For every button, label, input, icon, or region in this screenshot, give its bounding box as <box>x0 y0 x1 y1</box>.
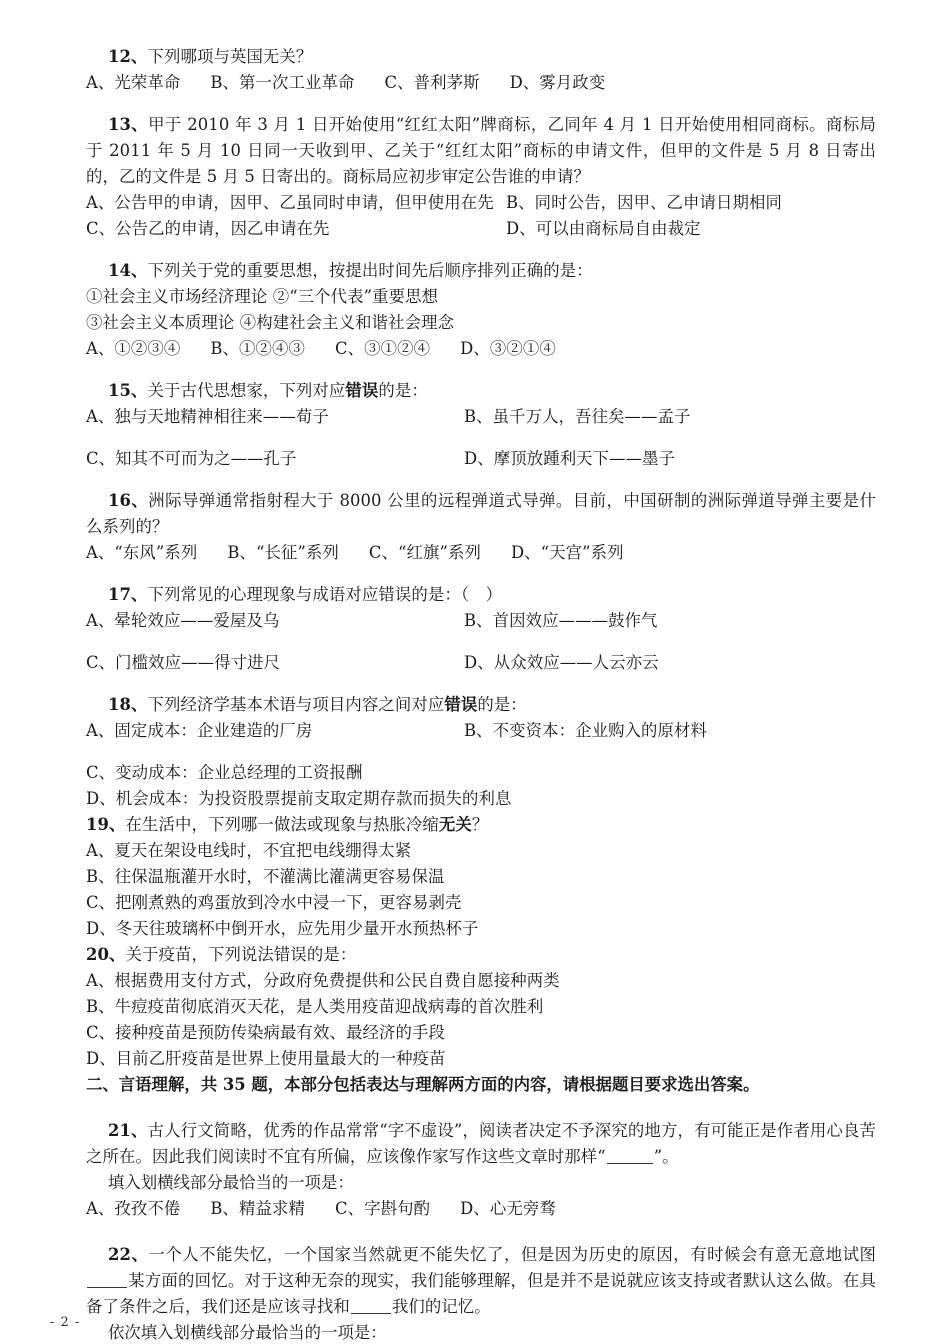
question-13-option-b: B、同时公告，因甲、乙申请日期相同 <box>506 193 782 212</box>
fill-in-blank <box>351 1298 391 1314</box>
question-20-text: 关于疫苗，下列说法错误的是： <box>125 945 357 964</box>
question-16-option-c: C、“红旗”系列 <box>368 543 481 562</box>
question-21-stem <box>86 1118 876 1170</box>
question-22-text-part-1: 一个人不能失忆，一个国家当然就更不能失忆了，但是因为历史的原因，有时候会有意无意地试图 <box>148 1245 876 1264</box>
question-19-number: 19、 <box>86 815 126 834</box>
question-12-options <box>86 70 876 96</box>
question-19-option-a: A、夏天在架设电线时，不宜把电线绷得太紧 <box>86 841 412 860</box>
question-14-option-a: A、①②③④ <box>86 339 181 358</box>
question-13-number: 13、 <box>108 115 149 134</box>
question-18-stem <box>86 692 876 718</box>
question-19-option-d: D、冬天往玻璃杯中倒开水，应先用少量开水预热杯子 <box>86 919 479 938</box>
question-15-emphasis: 错误 <box>345 381 379 400</box>
question-13-option-d: D、可以由商标局自由裁定 <box>506 219 701 238</box>
question-20-number: 20、 <box>86 945 126 964</box>
question-21-options <box>86 1196 876 1222</box>
spacer <box>86 430 876 446</box>
question-13-options-row-1 <box>86 190 876 216</box>
question-21-text-part-1: 古人行文简略，优秀的作品常常“字不虚设”，阅读者决定不予深究的地方，有可能正是作者用心良苦之所在。因此我们阅读时不宜有所偏，应该像作家写作这些文章时那样“ <box>86 1121 876 1166</box>
question-16-option-a: A、“东风”系列 <box>86 543 198 562</box>
question-18-option-d: D、机会成本：为投资股票提前支取定期存款而损失的利息 <box>86 789 512 808</box>
question-14-option-d: D、③②①④ <box>460 339 556 358</box>
question-12-option-c: C、普利茅斯 <box>384 73 480 92</box>
question-21-option-b: B、精益求精 <box>210 1199 305 1218</box>
question-18-text-after: 的是： <box>477 695 527 714</box>
spacer <box>86 242 876 258</box>
question-12-option-a: A、光荣革命 <box>86 73 181 92</box>
fill-in-blank <box>87 1272 127 1288</box>
question-13-option-a: A、公告甲的申请，因甲、乙虽同时申请，但甲使用在先 <box>86 193 494 212</box>
question-18-number: 18、 <box>108 695 148 714</box>
question-17-option-b: B、首因效应———鼓作气 <box>464 611 658 630</box>
question-22-text-part-3: 我们的记忆。 <box>391 1297 491 1316</box>
spacer <box>86 472 876 488</box>
question-14-items-line-2: ③社会主义本质理论 ④构建社会主义和谐社会理念 <box>86 313 455 332</box>
question-21-option-c: C、字斟句酌 <box>335 1199 431 1218</box>
question-19-text-after: ？ <box>471 815 489 834</box>
question-14-option-c: C、③①②④ <box>335 339 431 358</box>
question-15-option-b: B、虽千万人，吾往矣——孟子 <box>464 407 691 426</box>
question-18-option-b: B、不变资本：企业购入的原材料 <box>464 721 708 740</box>
question-15-option-a: A、独与天地精神相往来——荀子 <box>86 407 329 426</box>
question-12-option-b: B、第一次工业革命 <box>210 73 355 92</box>
question-14-text: 下列关于党的重要思想，按提出时间先后顺序排列正确的是： <box>147 261 593 280</box>
spacer <box>86 96 876 112</box>
question-20-option-c: C、接种疫苗是预防传染病最有效、最经济的手段 <box>86 1023 445 1042</box>
question-18-option-c: C、变动成本：企业总经理的工资报酬 <box>86 763 363 782</box>
spacer <box>86 634 876 650</box>
question-16-option-d: D、“天宫”系列 <box>510 543 624 562</box>
question-14-options <box>86 336 876 362</box>
question-21-instruction: 填入划横线部分最恰当的一项是： <box>108 1173 354 1192</box>
question-21-option-d: D、心无旁骛 <box>460 1199 556 1218</box>
question-22-stem <box>86 1242 876 1320</box>
question-19-stem <box>86 812 876 838</box>
question-15-number: 15、 <box>108 381 148 400</box>
spacer <box>86 676 876 692</box>
spacer <box>86 1222 876 1242</box>
question-22-instruction: 依次填入划横线部分最恰当的一项是： <box>108 1323 387 1342</box>
question-21-text-part-2: ”。 <box>653 1147 679 1166</box>
question-17-text: 下列常见的心理现象与成语对应错误的是：（ ） <box>147 585 503 604</box>
question-14-stem <box>86 258 876 284</box>
question-18-options-row-1 <box>86 718 876 744</box>
fill-in-blank <box>607 1148 653 1164</box>
question-19-text-before: 在生活中，下列哪一做法或现象与热胀冷缩 <box>125 815 439 834</box>
question-20-option-a: A、根据费用支付方式，分政府免费提供和公民自费自愿接种两类 <box>86 971 560 990</box>
question-12-text: 下列哪项与英国无关？ <box>147 47 313 66</box>
question-18-text-before: 下列经济学基本术语与项目内容之间对应 <box>147 695 445 714</box>
page-footer: - 2 - <box>50 1315 81 1330</box>
question-15-options-row-1 <box>86 404 876 430</box>
question-12-option-d: D、雾月政变 <box>509 73 606 92</box>
question-17-option-d: D、从众效应——人云亦云 <box>464 653 659 672</box>
question-13-options-row-2 <box>86 216 876 242</box>
question-17-option-a: A、晕轮效应——爱屋及乌 <box>86 611 280 630</box>
question-17-options-row-1 <box>86 608 876 634</box>
question-15-option-c: C、知其不可而为之——孔子 <box>86 449 297 468</box>
question-17-number: 17、 <box>108 585 148 604</box>
question-16-number: 16、 <box>108 491 149 510</box>
question-12-number: 12、 <box>108 47 148 66</box>
question-15-text-before: 关于古代思想家，下列对应 <box>147 381 346 400</box>
question-15-options-row-2 <box>86 446 876 472</box>
question-20-stem <box>86 942 876 968</box>
question-19-option-b: B、往保温瓶灌开水时，不灌满比灌满更容易保温 <box>86 867 445 886</box>
question-17-option-c: C、门槛效应——得寸进尺 <box>86 653 281 672</box>
question-17-stem <box>86 582 876 608</box>
question-13-option-c: C、公告乙的申请，因乙申请在先 <box>86 219 330 238</box>
question-19-option-c: C、把刚煮熟的鸡蛋放到冷水中浸一下，更容易剥壳 <box>86 893 462 912</box>
question-15-option-d: D、摩顶放踵利天下——墨子 <box>464 449 676 468</box>
question-20-option-b: B、牛痘疫苗彻底消灭天花，是人类用疫苗迎战病毒的首次胜利 <box>86 997 544 1016</box>
spacer <box>86 566 876 582</box>
question-19-emphasis: 无关 <box>438 815 472 834</box>
question-22-text-part-2: 某方面的回忆。对于这种无奈的现实，我们能够理解，但是并不是说就应该支持或者默认这么做。在具备了条件之后，我们还是应该寻找和 <box>86 1271 876 1316</box>
question-16-option-b: B、“长征”系列 <box>227 543 339 562</box>
question-22-number: 22、 <box>108 1245 149 1264</box>
question-14-items-line-1: ①社会主义市场经济理论 ②“三个代表”重要思想 <box>86 287 439 306</box>
question-20-option-d: D、目前乙肝疫苗是世界上使用量最大的一种疫苗 <box>86 1049 446 1068</box>
question-13-stem <box>86 112 876 190</box>
question-14-number: 14、 <box>108 261 148 280</box>
section-header: 二、言语理解，共 35 题，本部分包括表达与理解两方面的内容，请根据题目要求选出答案。 <box>86 1075 760 1094</box>
question-15-stem <box>86 378 876 404</box>
question-17-options-row-2 <box>86 650 876 676</box>
spacer <box>86 362 876 378</box>
question-18-emphasis: 错误 <box>444 695 478 714</box>
question-21-option-a: A、孜孜不倦 <box>86 1199 181 1218</box>
question-15-text-after: 的是： <box>378 381 428 400</box>
question-14-option-b: B、①②④③ <box>210 339 305 358</box>
question-16-text: 洲际导弹通常指射程大于 8000 公里的远程弹道式导弹。目前，中国研制的洲际弹道导弹主要是什么系列的？ <box>86 491 877 536</box>
question-21-number: 21、 <box>108 1121 148 1140</box>
question-12-stem <box>86 44 876 70</box>
page-content <box>86 44 876 1344</box>
spacer <box>86 744 876 760</box>
question-13-text: 甲于 2010 年 3 月 1 日开始使用“红红太阳”牌商标，乙同年 4 月 1 日开始使用相同商标。商标局于 2011 年 5 月 10 日同一天收到甲、乙关于“红红太阳”商标的申请文件，但甲的文件是 5 月 8 日寄出的，乙的文件是 5 月 5 日寄出的。商标局应初步审定公告谁的申请？ <box>86 115 876 186</box>
spacer <box>86 1098 876 1118</box>
question-18-options-row-2 <box>86 760 876 812</box>
question-16-options <box>86 540 876 566</box>
question-18-option-a: A、固定成本：企业建造的厂房 <box>86 721 313 740</box>
question-16-stem <box>86 488 876 540</box>
